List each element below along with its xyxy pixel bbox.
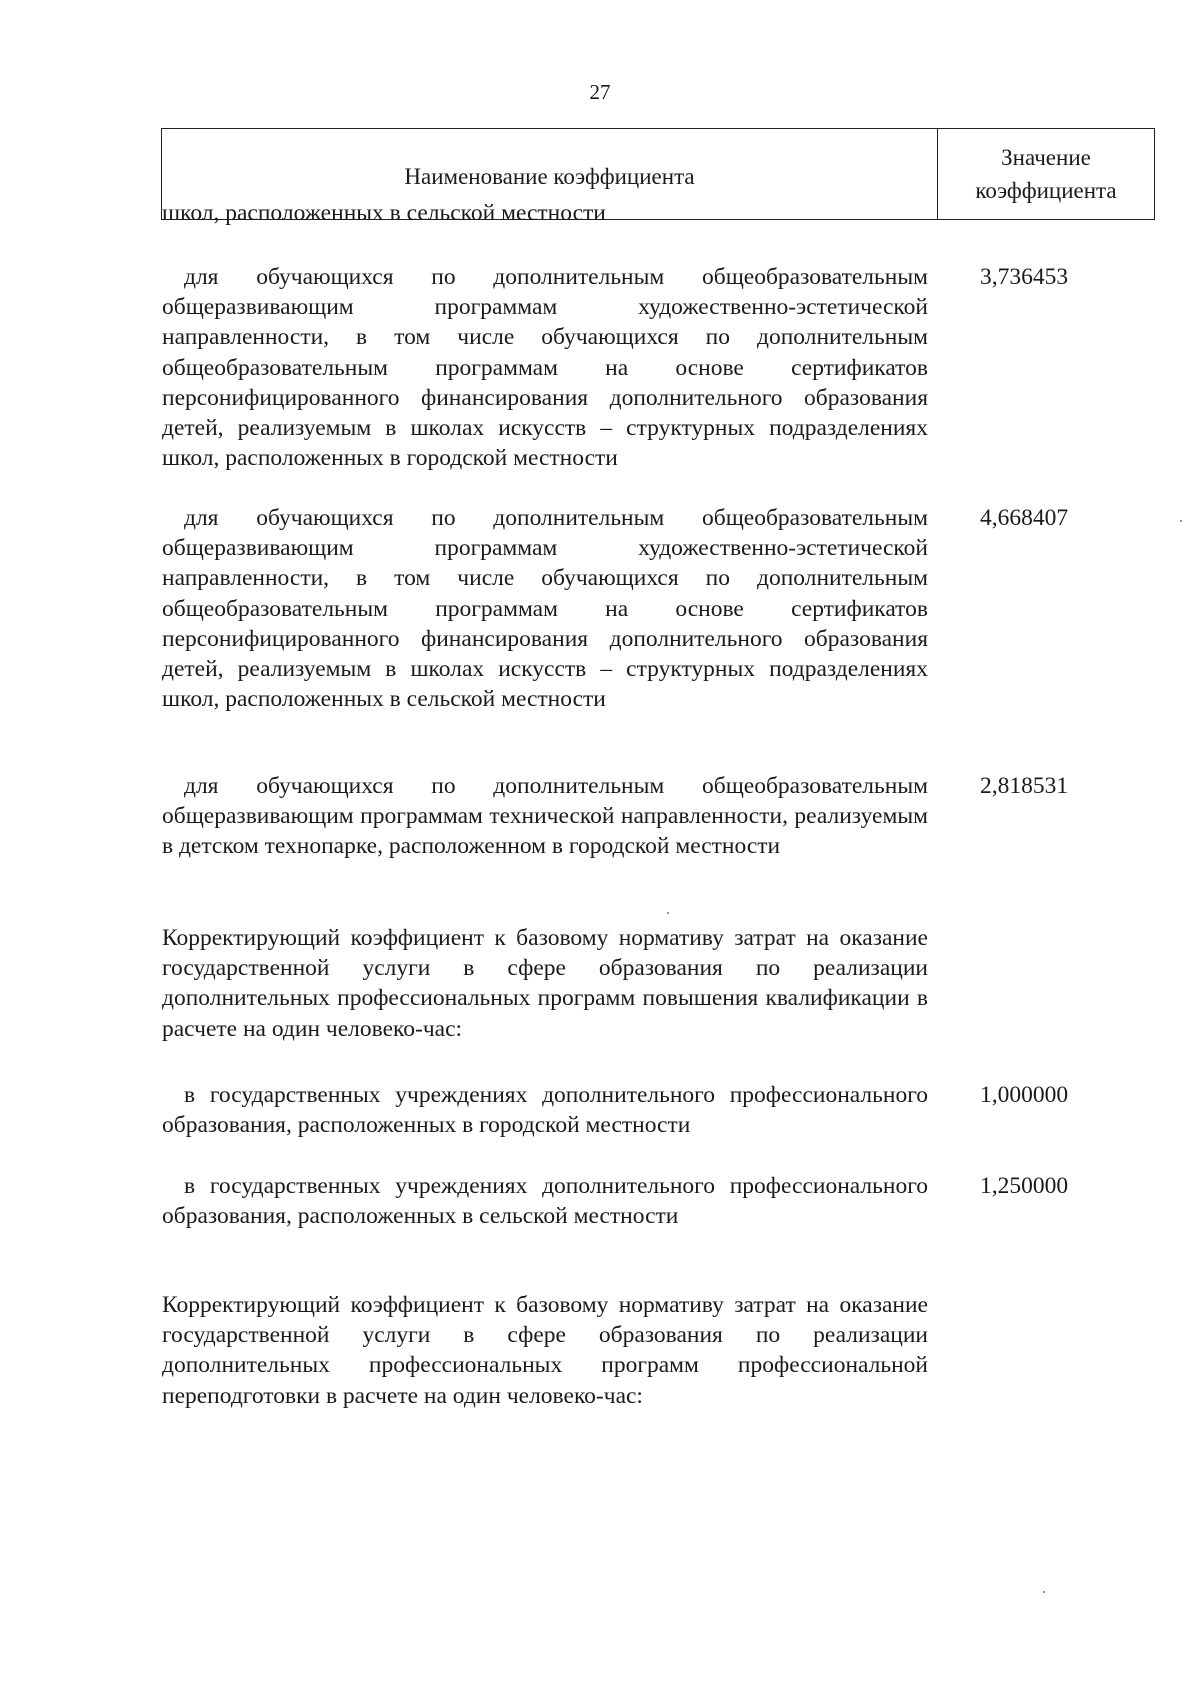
row-value: 1,250000	[980, 1173, 1069, 1199]
row-text: Корректирующий коэффициент к базовому нормативу затрат на оказание государственной услуги в сфере образования по реализации дополнительных профессиональных программ профессиональной переподготовки в расчете на один человеко-час:	[162, 1292, 928, 1409]
row-text: для обучающихся по дополнительным общеобразовательным общеразвивающим программам технической направленности, реализуемым в детском технопарке, расположенном в городской местности	[162, 773, 928, 860]
row-value: 4,668407	[980, 505, 1069, 531]
row-text: для обучающихся по дополнительным общеобразовательным общеразвивающим программам художественно-эстетической направленности, в том числе обучающихся по дополнительным общеобразовательным программам на основе сертификатов персонифицированного финансирования дополнительного образования детей, реализуемым в школах искусств – структурных подразделениях школ, расположенных в городской местности	[162, 264, 928, 472]
scan-speck	[1043, 1591, 1045, 1593]
column-header-value: Значение коэффициента	[975, 145, 1117, 203]
row-text: школ, расположенных в сельской местности	[162, 200, 606, 226]
page-number: 27	[589, 80, 611, 104]
row-value: 1,000000	[980, 1082, 1069, 1108]
column-header-name: Наименование коэффициента	[162, 129, 938, 219]
row-value: 2,818531	[980, 773, 1069, 799]
row-text: для обучающихся по дополнительным общеобразовательным общеразвивающим программам художественно-эстетической направленности, в том числе обучающихся по дополнительным общеобразовательным программам на основе сертификатов персонифицированного финансирования дополнительного образования детей, реализуемым в школах искусств – структурных подразделениях школ, расположенных в сельской местности	[162, 505, 928, 713]
row-text: в государственных учреждениях дополнительного профессионального образования, расположенных в сельской местности	[162, 1173, 928, 1230]
scan-speck	[1180, 520, 1182, 522]
row-value: 3,736453	[980, 264, 1069, 290]
scan-speck	[667, 912, 669, 914]
row-text: Корректирующий коэффициент к базовому нормативу затрат на оказание государственной услуги в сфере образования по реализации дополнительных профессиональных программ повышения квалификации в расчете на один человеко-час:	[162, 925, 928, 1042]
row-text: в государственных учреждениях дополнительного профессионального образования, расположенных в городской местности	[162, 1082, 928, 1139]
